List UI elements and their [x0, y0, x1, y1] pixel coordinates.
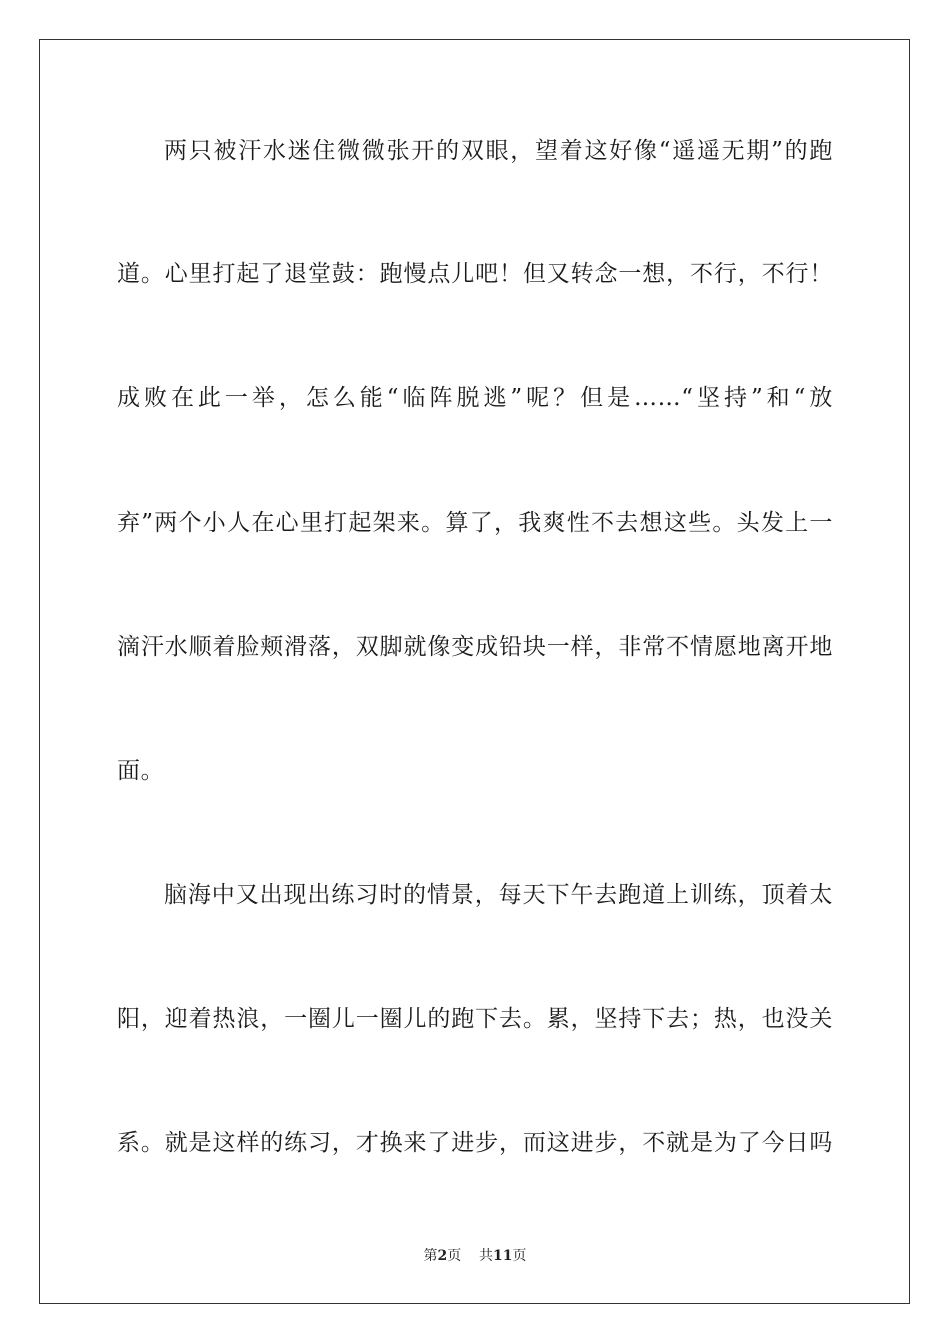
- page-prefix: 第: [423, 1248, 438, 1264]
- paragraph-2-line-3: 系。就是这样的练习，才换来了进步，而这进步，不就是为了今日吗: [117, 1130, 833, 1156]
- total-suffix: 页: [512, 1248, 527, 1264]
- page-number: 2: [437, 1248, 448, 1264]
- paragraph-1-line-4: 弃”两个小人在心里打起架来。算了，我爽性不去想这些。头发上一: [117, 510, 833, 536]
- paragraph-1-line-3: 成败在此一举，怎么能“临阵脱逃”呢？但是……“坚持”和“放: [117, 385, 833, 411]
- paragraph-1-line-2: 道。心里打起了退堂鼓：跑慢点儿吧！但又转念一想，不行，不行！: [117, 261, 833, 287]
- paragraph-1-line-1: 两只被汗水迷住微微张开的双眼，望着这好像“遥遥无期”的跑: [164, 138, 833, 164]
- paragraph-1-line-5: 滴汗水顺着脸颊滑落，双脚就像变成铅块一样，非常不情愿地离开地: [117, 634, 833, 660]
- paragraph-2-line-2: 阳，迎着热浪，一圈儿一圈儿的跑下去。累，坚持下去；热，也没关: [117, 1006, 833, 1032]
- page-border: [39, 39, 910, 1304]
- paragraph-1-line-6: 面。: [117, 758, 165, 784]
- total-pages: 11: [493, 1248, 513, 1264]
- page-footer: [0, 1246, 950, 1266]
- total-prefix: 共: [479, 1248, 494, 1264]
- paragraph-2-line-1: 脑海中又出现出练习时的情景，每天下午去跑道上训练，顶着太: [164, 882, 833, 908]
- page-suffix: 页: [447, 1248, 462, 1264]
